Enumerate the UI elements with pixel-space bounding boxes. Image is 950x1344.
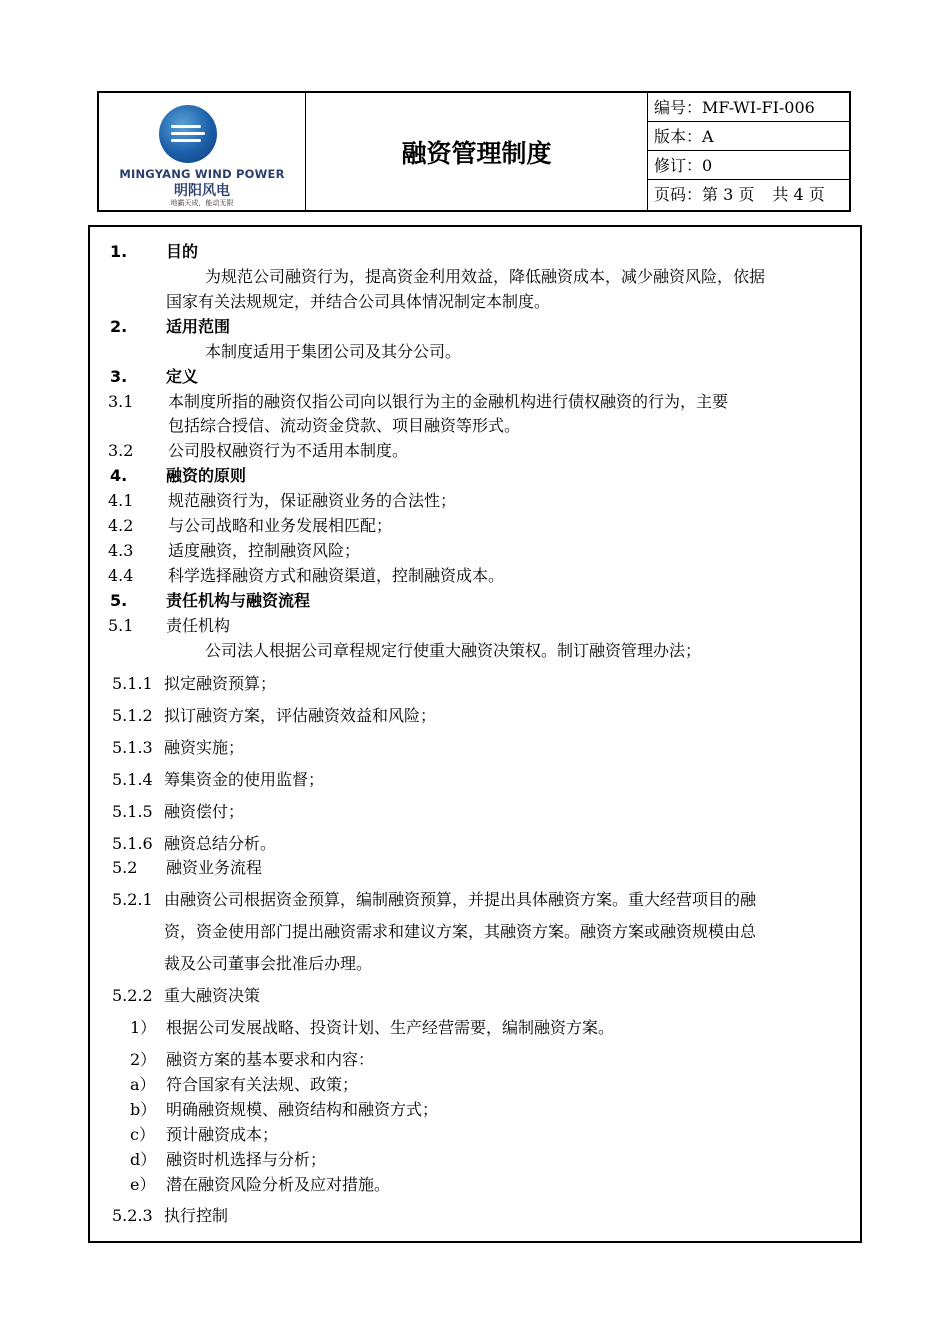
meta-number: 编号：MF-WI-FI-006 — [648, 93, 849, 122]
logo-slogan: 地霸天成，能动无限 — [170, 199, 234, 207]
item-text: 融资偿付； — [164, 802, 245, 821]
section-2-number: 2. — [110, 317, 128, 336]
logo-chinese-name: 明阳风电 — [174, 183, 230, 199]
paragraph-line: 资，资金使用部门提出融资需求和建议方案，其融资方案。融资方案或融资规模由总 — [164, 922, 757, 941]
item-text: 融资总结分析。 — [164, 834, 277, 853]
item-number: 5.2.3 — [112, 1206, 153, 1225]
paragraph-line: 为规范公司融资行为，提高资金利用效益，降低融资成本，减少融资风险，依据 — [205, 267, 766, 286]
section-3-number: 3. — [110, 367, 128, 386]
paragraph-line: 裁及公司董事会批准后办理。 — [164, 954, 373, 973]
paragraph-line: 公司法人根据公司章程规定行使重大融资决策权。制订融资管理办法； — [205, 641, 702, 660]
item-text: 规范融资行为，保证融资业务的合法性； — [168, 491, 457, 510]
item-number: 5.2 — [112, 858, 138, 877]
document-title: 融资管理制度 — [306, 93, 648, 210]
section-4-number: 4. — [110, 466, 128, 485]
section-4-heading: 融资的原则 — [166, 466, 247, 485]
item-number: 5.2.1 — [112, 890, 153, 909]
item-text: 融资实施； — [164, 738, 245, 757]
item-text: 执行控制 — [164, 1206, 229, 1225]
item-number: 5.1.1 — [112, 674, 153, 693]
section-3-heading: 定义 — [166, 367, 199, 386]
list-text: 根据公司发展战略、投资计划、生产经营需要，编制融资方案。 — [166, 1018, 615, 1037]
item-text: 拟定融资预算； — [164, 674, 277, 693]
item-text: 拟订融资方案，评估融资效益和风险； — [164, 706, 437, 725]
meta-version: 版本：A — [648, 122, 849, 151]
item-number: 4.2 — [108, 516, 134, 535]
item-text: 适度融资，控制融资风险； — [168, 541, 361, 560]
section-1-number: 1. — [110, 242, 128, 261]
list-text: 符合国家有关法规、政策； — [166, 1075, 359, 1094]
paragraph-line: 本制度适用于集团公司及其分公司。 — [205, 342, 462, 361]
item-text: 重大融资决策 — [164, 986, 261, 1005]
item-number: 5.1 — [108, 616, 134, 635]
item-text: 责任机构 — [166, 616, 231, 635]
list-marker: d） — [130, 1150, 157, 1169]
item-number: 5.1.5 — [112, 802, 153, 821]
item-number: 5.1.4 — [112, 770, 153, 789]
item-text: 科学选择融资方式和融资渠道，控制融资成本。 — [168, 566, 505, 585]
item-number: 5.2.2 — [112, 986, 153, 1005]
list-text: 融资时机选择与分析； — [166, 1150, 327, 1169]
meta-page-total: 共 4 页 — [772, 185, 825, 204]
item-number: 5.1.6 — [112, 834, 153, 853]
list-marker: b） — [130, 1100, 157, 1119]
list-text: 明确融资规模、融资结构和融资方式； — [166, 1100, 439, 1119]
section-5-heading: 责任机构与融资流程 — [166, 591, 311, 610]
item-number: 4.1 — [108, 491, 134, 510]
list-marker: 2） — [130, 1050, 157, 1069]
section-2-heading: 适用范围 — [166, 317, 231, 336]
item-number: 4.3 — [108, 541, 134, 560]
item-number: 4.4 — [108, 566, 134, 585]
paragraph-line: 国家有关法规规定，并结合公司具体情况制定本制度。 — [166, 292, 551, 311]
list-text: 潜在融资风险分析及应对措施。 — [166, 1175, 391, 1194]
list-marker: e） — [130, 1175, 156, 1194]
paragraph-line: 包括综合授信、流动资金贷款、项目融资等形式。 — [168, 416, 521, 435]
item-number: 3.2 — [108, 441, 134, 460]
item-number: 5.1.2 — [112, 706, 153, 725]
item-text: 筹集资金的使用监督； — [164, 770, 325, 789]
section-1-heading: 目的 — [166, 242, 199, 261]
section-5-number: 5. — [110, 591, 128, 610]
list-text: 融资方案的基本要求和内容： — [166, 1050, 375, 1069]
item-text: 公司股权融资行为不适用本制度。 — [168, 441, 409, 460]
list-text: 预计融资成本； — [166, 1125, 279, 1144]
item-text: 由融资公司根据资金预算，编制融资预算，并提出具体融资方案。重大经营项目的融 — [164, 890, 757, 909]
item-number: 3.1 — [108, 392, 134, 411]
item-text: 本制度所指的融资仅指公司向以银行为主的金融机构进行债权融资的行为，主要 — [168, 392, 729, 411]
item-text: 与公司战略和业务发展相匹配； — [168, 516, 393, 535]
list-marker: a） — [130, 1075, 156, 1094]
list-marker: c） — [130, 1125, 155, 1144]
meta-revision: 修订：0 — [648, 151, 849, 180]
item-text: 融资业务流程 — [166, 858, 263, 877]
meta-page-current: 页码：第 3 页 — [654, 185, 755, 204]
item-number: 5.1.3 — [112, 738, 153, 757]
logo-english-name: MINGYANG WIND POWER — [119, 167, 285, 181]
list-marker: 1） — [130, 1018, 157, 1037]
